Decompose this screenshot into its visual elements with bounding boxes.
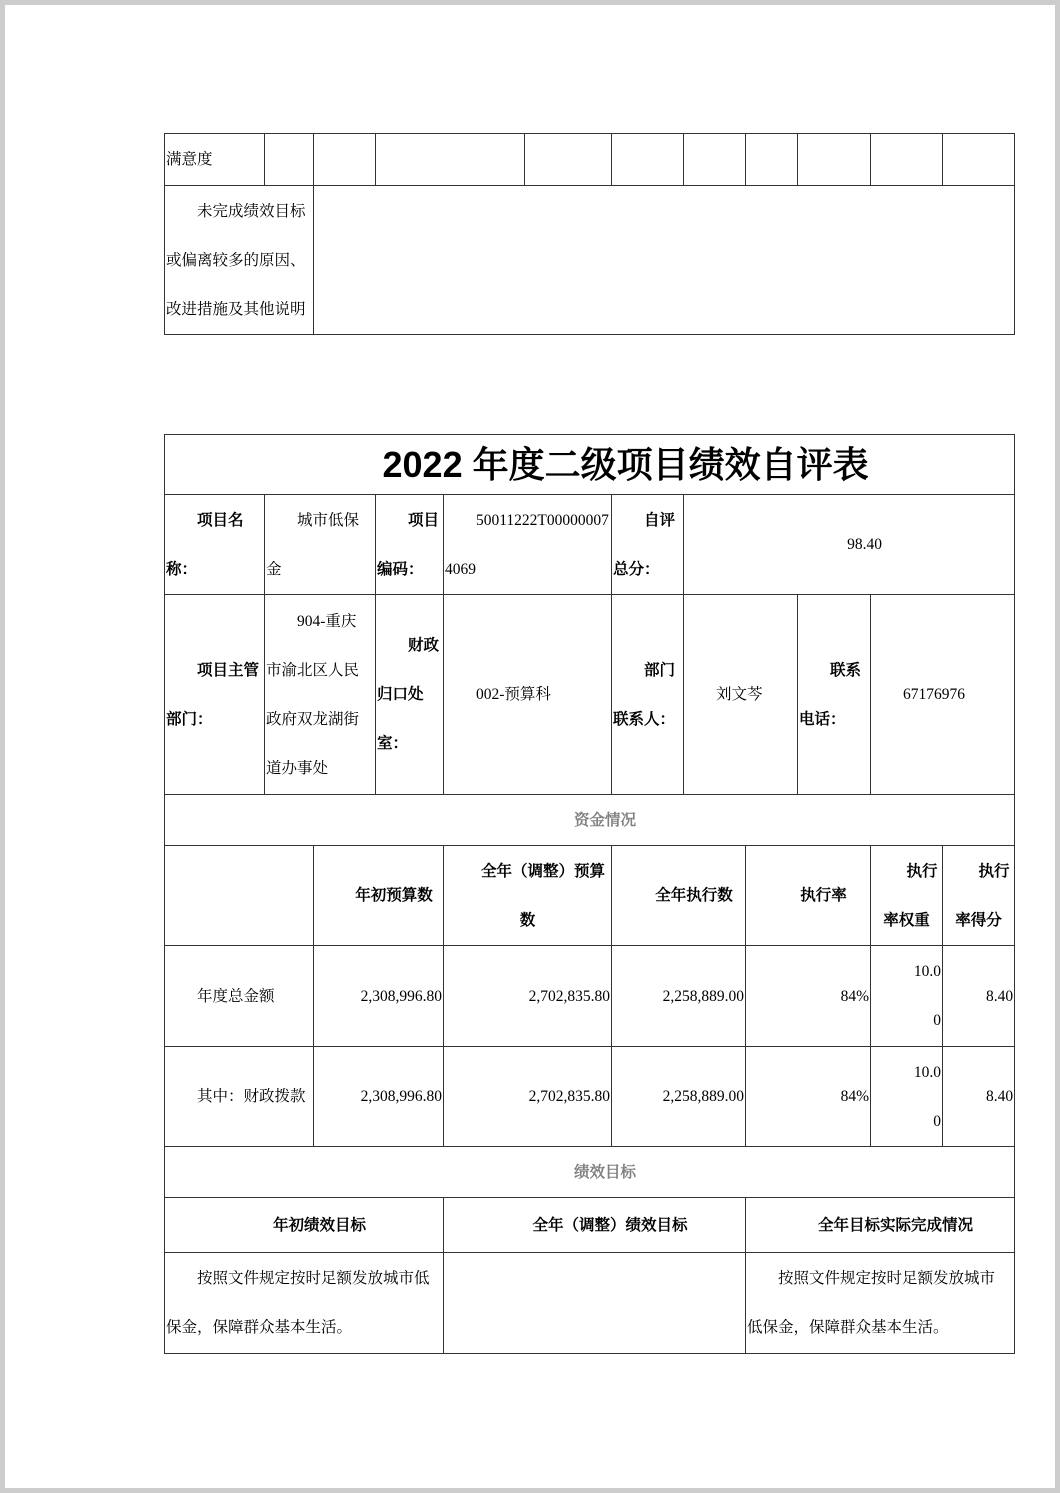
satisfaction-row	[165, 134, 1015, 186]
funds-section-title: 资金情况	[165, 795, 1015, 846]
self-score-value: 98.40	[684, 495, 1015, 595]
funds-header-initial-budget: 年初预算数	[314, 846, 444, 946]
goals-section-row	[165, 1147, 1015, 1198]
department-value: 904-重庆 市渝北区人民 政府双龙湖街 道办事处	[265, 595, 376, 795]
executed-amount-cell: 2,258,889.00	[612, 1047, 746, 1147]
satisfaction-cell	[798, 134, 871, 186]
title-row	[165, 435, 1015, 495]
rate-score-cell: 8.40	[943, 1047, 1015, 1147]
funds-row-label: 年度总金额	[165, 946, 314, 1047]
funds-row-label: 其中：财政拨款	[165, 1047, 314, 1147]
satisfaction-cell	[746, 134, 798, 186]
rate-score-cell: 8.40	[943, 946, 1015, 1047]
project-code-label: 项目 编码：	[376, 495, 444, 595]
funds-row-fiscal	[165, 1047, 1015, 1147]
funds-header-adjusted-budget: 全年（调整）预算 数	[444, 846, 612, 946]
goals-header-adjusted: 全年（调整）绩效目标	[444, 1198, 746, 1253]
satisfaction-cell	[376, 134, 525, 186]
goals-header-actual: 全年目标实际完成情况	[746, 1198, 1015, 1253]
funds-header-rate-score: 执行 率得分	[943, 846, 1015, 946]
contact-phone-label: 联系 电话：	[798, 595, 871, 795]
initial-budget-cell: 2,308,996.80	[314, 1047, 444, 1147]
goals-adjusted-text	[444, 1253, 746, 1354]
execution-rate-cell: 84%	[746, 946, 871, 1047]
satisfaction-cell	[265, 134, 314, 186]
contact-person-value: 刘文芩	[684, 595, 798, 795]
evaluation-table	[164, 434, 1015, 1354]
rate-weight-cell: 10.0 0	[871, 1047, 943, 1147]
finance-office-label: 财政 归口处 室：	[376, 595, 444, 795]
self-score-label: 自评 总分：	[612, 495, 684, 595]
contact-phone-value: 67176976	[871, 595, 1015, 795]
goals-section-title: 绩效目标	[165, 1147, 1015, 1198]
project-info-row	[165, 495, 1015, 595]
table-title: 2022 年度二级项目绩效自评表	[165, 435, 1015, 495]
project-name-label: 项目名 称：	[165, 495, 265, 595]
rate-weight-cell: 10.0 0	[871, 946, 943, 1047]
funds-header-row	[165, 846, 1015, 946]
department-label: 项目主管 部门：	[165, 595, 265, 795]
satisfaction-cell	[612, 134, 684, 186]
goals-content-row	[165, 1253, 1015, 1354]
deviation-explanation-value	[314, 186, 1015, 335]
finance-office-value: 002-预算科	[444, 595, 612, 795]
satisfaction-cell	[871, 134, 943, 186]
funds-row-total	[165, 946, 1015, 1047]
funds-header-executed: 全年执行数	[612, 846, 746, 946]
satisfaction-cell	[314, 134, 376, 186]
project-code-value: 50011222T00000007 4069	[444, 495, 612, 595]
project-name-value: 城市低保 金	[265, 495, 376, 595]
deviation-explanation-label: 未完成绩效目标 或偏离较多的原因、 改进措施及其他说明	[165, 186, 314, 335]
deviation-row	[165, 186, 1015, 335]
funds-header-blank	[165, 846, 314, 946]
satisfaction-label: 满意度	[165, 134, 265, 186]
adjusted-budget-cell: 2,702,835.80	[444, 1047, 612, 1147]
funds-header-execution-rate: 执行率	[746, 846, 871, 946]
contact-person-label: 部门 联系人：	[612, 595, 684, 795]
previous-table-tail	[164, 133, 1015, 335]
adjusted-budget-cell: 2,702,835.80	[444, 946, 612, 1047]
satisfaction-cell	[684, 134, 746, 186]
funds-header-rate-weight: 执行 率权重	[871, 846, 943, 946]
execution-rate-cell: 84%	[746, 1047, 871, 1147]
satisfaction-cell	[943, 134, 1015, 186]
satisfaction-cell	[525, 134, 612, 186]
goals-header-initial: 年初绩效目标	[165, 1198, 444, 1253]
goals-initial-text: 按照文件规定按时足额发放城市低 保金，保障群众基本生活。	[165, 1253, 444, 1354]
goals-header-row	[165, 1198, 1015, 1253]
funds-section-row	[165, 795, 1015, 846]
executed-amount-cell: 2,258,889.00	[612, 946, 746, 1047]
initial-budget-cell: 2,308,996.80	[314, 946, 444, 1047]
goals-actual-text: 按照文件规定按时足额发放城市 低保金，保障群众基本生活。	[746, 1253, 1015, 1354]
department-info-row	[165, 595, 1015, 795]
